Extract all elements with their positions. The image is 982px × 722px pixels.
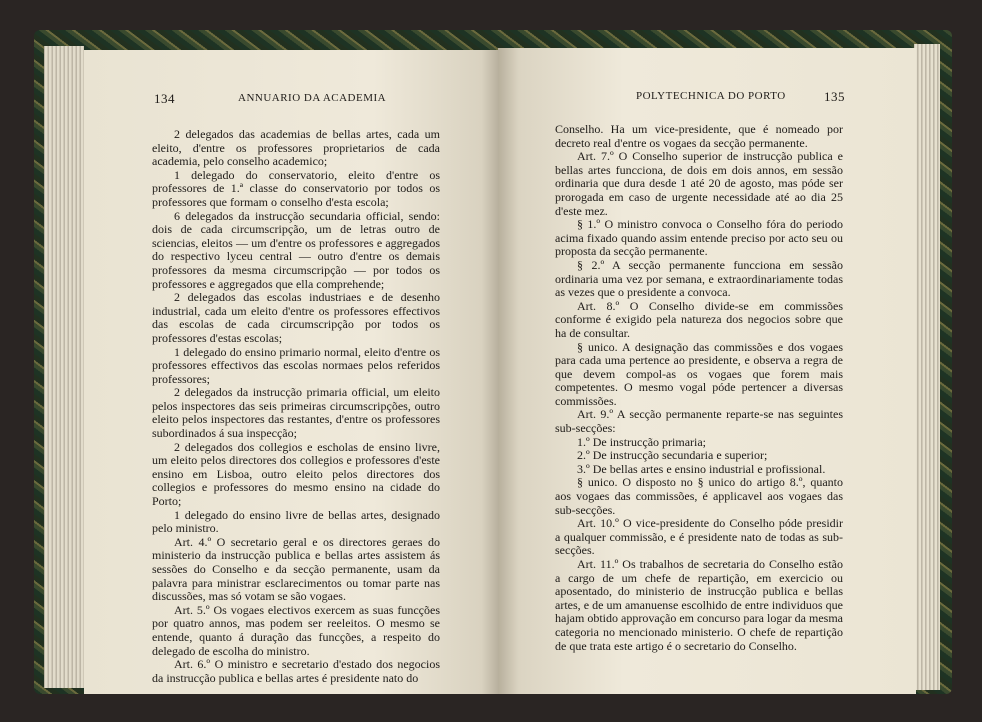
right-page-body: [555, 123, 843, 653]
paragraph: 1 delegado do ensino livre de bellas artes, designado pelo ministro.: [152, 507, 440, 536]
right-page: [498, 48, 916, 694]
left-page-number: 134: [154, 91, 175, 106]
paragraph: 2 delegados da instrucção primaria official, um eleito pelos inspectores das seis primeiras circumscripções, outro eleito pelos inspectores das restantes, d'entre os professores subordinados á sua inspecção;: [152, 385, 440, 441]
paragraph: Art. 4.º O secretario geral e os directores geraes do ministerio da instrucção publica e bellas artes assistem ás sessões do Conselho e da secção permanente, usam da palavra para ministrar esclarecimentos ou tomar parte nas discussões, mas só votam se são vogaes.: [152, 534, 440, 604]
paragraph: Art. 6.º O ministro e secretario d'estado dos negocios da instrucção publica e bellas artes é presidente nato do: [152, 657, 440, 685]
paragraph: 2 delegados dos collegios e escholas de ensino livre, um eleito pelos directores dos collegios e professores d'este ensino em Lisboa, outro eleito pelos directores dos collegios e professores do mesmo ensino na cidade do Porto;: [152, 439, 440, 509]
left-page: [84, 50, 498, 694]
paragraph: § 1.º O ministro convoca o Conselho fóra do periodo acima fixado quando assim entende preciso por acto seu ou proposta da secção permanente.: [555, 217, 843, 259]
paragraph: Art. 11.º Os trabalhos de secretaria do Conselho estão a cargo de um chefe de repartição, em exercicio ou aposentado, do ministerio de instrucção publica e bellas artes, e de um amanuense escolhido de entre individuos que hajam obtido approvação em concurso para logar da mesma categoria no mencionado ministerio. O chefe de repartição de que trata este artigo é o secretario do Conselho.: [555, 557, 843, 653]
right-running-head: POLYTECHNICA DO PORTO: [636, 90, 786, 102]
left-page-edges: [44, 46, 84, 688]
paragraph: Art. 8.º O Conselho divide-se em commissões conforme é exigido pela natureza dos negocios sobre que ha de consultar.: [555, 298, 843, 340]
right-page-edges: [914, 44, 940, 690]
left-running-head: ANNUARIO DA ACADEMIA: [238, 92, 387, 104]
list-item: 3.º De bellas artes e ensino industrial e profissional.: [577, 461, 826, 476]
left-page-body: [152, 128, 440, 685]
list-item: 1.º De instrucção primaria;: [577, 434, 707, 449]
paragraph: 2 delegados das escolas industriaes e de desenho industrial, cada um eleito d'entre os professores effectivos das escolas de cada circumscripção por todos os professores d'estas escolas;: [152, 290, 440, 345]
paragraph: Art. 5.º Os vogaes electivos exercem as suas funcções por quatro annos, mas podem ser reeleitos. O mesmo se entende, quanto á duração das funcções, a respeito do delegado de escolha do ministro.: [152, 602, 440, 658]
paragraph: § unico. O disposto no § unico do artigo 8.º, quanto aos vogaes das commissões, é applicavel aos vogaes das sub-secções.: [555, 475, 843, 517]
paragraph: 6 delegados da instrucção secundaria official, sendo: dois de cada circumscripção, um de letras outro de sciencias, eleitos — um d'entre os professores e aggregados do respectivo lyceu central — outro d'entre os demais professores da mesma circumscripção — por todos os professores e aggregados que ella comprehende;: [152, 208, 440, 291]
paragraph: § unico. A designação das commissões e dos vogaes para cada uma pertence ao presidente, e observa a regra de que devem compol-as os vogaes que forem mais competentes. O mesmo vogal póde pertencer a diversas commissões.: [555, 339, 843, 408]
right-page-number: 135: [824, 89, 845, 104]
paragraph: Art. 9.º A secção permanente reparte-se nas seguintes sub-secções:: [555, 407, 843, 436]
paragraph: Conselho. Ha um vice-presidente, que é nomeado por decreto real d'entre os vogaes da secção permanente.: [555, 122, 843, 150]
list-item: 2.º De instrucção secundaria e superior;: [577, 448, 768, 463]
paragraph: § 2.º A secção permanente funcciona em sessão ordinaria uma vez por semana, e extraordinariamente todas as vezes que o presidente a convoca.: [555, 257, 843, 300]
paragraph: Art. 7.º O Conselho superior de instrucção publica e bellas artes funcciona, de dois em dois annos, em sessão ordinaria que dura desde 1 até 20 de agosto, mas póde ser prorogada em caso de urgente necessidade até ao dia 25 d'este mez.: [555, 149, 843, 218]
paragraph: 2 delegados das academias de bellas artes, cada um eleito, d'entre os professores proprietarios de cada academia, pelo conselho academico;: [152, 127, 440, 169]
paragraph: Art. 10.º O vice-presidente do Conselho póde presidir a qualquer commissão, e é presidente nato de todas as sub-secções.: [555, 516, 843, 558]
paragraph: 1 delegado do conservatorio, eleito d'entre os professores de 1.ª classe do conservatorio por todos os professores que formam o conselho d'esta escola;: [152, 167, 440, 209]
paragraph: 1 delegado do ensino primario normal, eleito d'entre os professores effectivos das escolas normaes pelos referidos professores;: [152, 344, 440, 386]
